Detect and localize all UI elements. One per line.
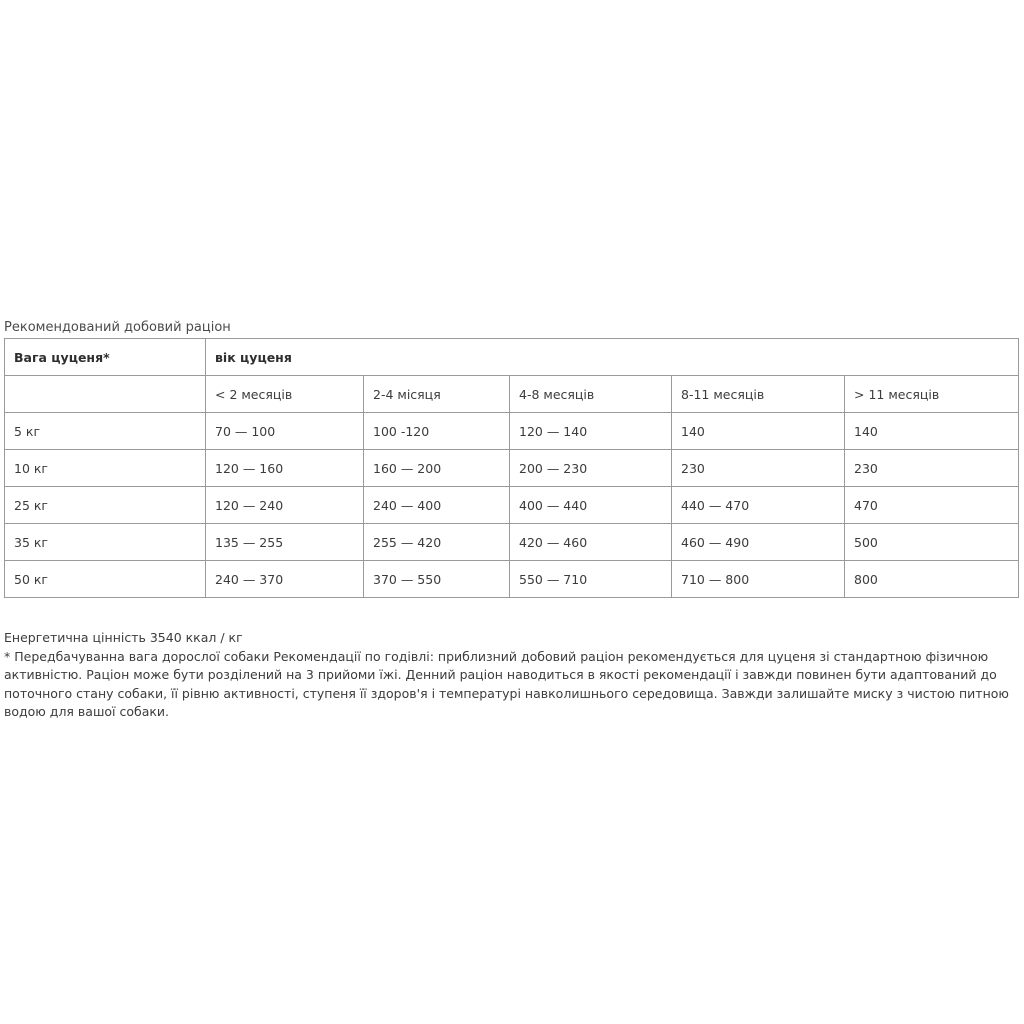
ration-cell: 120 — 140 xyxy=(510,413,672,450)
weight-cell: 35 кг xyxy=(5,524,206,561)
energy-value-text: Енергетична цінність 3540 ккал / кг xyxy=(4,630,243,645)
footnote-text: * Передбачуванна вага дорослої собаки Рекомендації по годівлі: приблизний добовий раціон рекомендується для цуценя зі стандартною фізичною активністю. Раціон може бути розділений на 3 прийоми їжі. Денний раціон наводиться в якості рекомендації і завжди повинен бути адаптований до поточного стану собаки, її рівню активності, ступеня її здоров'я і температурі навколишнього середовища. Завжди залишайте миску з чистою питною водою для вашої собаки. xyxy=(4,648,1009,719)
ration-cell: 550 — 710 xyxy=(510,561,672,598)
ration-cell: 240 — 370 xyxy=(206,561,364,598)
table-caption: Рекомендований добовий раціон xyxy=(4,320,231,335)
ration-cell: 135 — 255 xyxy=(206,524,364,561)
ration-cell: 460 — 490 xyxy=(672,524,845,561)
age-group-cell: 2-4 місяця xyxy=(364,376,510,413)
ration-cell: 200 — 230 xyxy=(510,450,672,487)
weight-column-header: Вага цуценя* xyxy=(5,339,206,376)
ration-cell: 710 — 800 xyxy=(672,561,845,598)
ration-cell: 140 xyxy=(672,413,845,450)
ration-cell: 240 — 400 xyxy=(364,487,510,524)
age-column-header: вік цуценя xyxy=(206,339,1019,376)
empty-cell xyxy=(5,376,206,413)
table-row xyxy=(5,450,1019,487)
age-group-cell: 8-11 месяців xyxy=(672,376,845,413)
ration-cell: 400 — 440 xyxy=(510,487,672,524)
age-group-cell: > 11 месяців xyxy=(845,376,1019,413)
ration-cell: 120 — 240 xyxy=(206,487,364,524)
ration-cell: 370 — 550 xyxy=(364,561,510,598)
ration-cell: 440 — 470 xyxy=(672,487,845,524)
notes-block xyxy=(4,629,1020,722)
table-row xyxy=(5,487,1019,524)
age-group-cell: 4-8 месяців xyxy=(510,376,672,413)
age-group-cell: < 2 месяців xyxy=(206,376,364,413)
ration-cell: 100 -120 xyxy=(364,413,510,450)
ration-cell: 420 — 460 xyxy=(510,524,672,561)
weight-cell: 10 кг xyxy=(5,450,206,487)
ration-cell: 140 xyxy=(845,413,1019,450)
table-row xyxy=(5,524,1019,561)
table-row xyxy=(5,561,1019,598)
table-header-row xyxy=(5,339,1019,376)
ration-cell: 500 xyxy=(845,524,1019,561)
ration-cell: 120 — 160 xyxy=(206,450,364,487)
ration-cell: 230 xyxy=(845,450,1019,487)
weight-cell: 25 кг xyxy=(5,487,206,524)
feeding-table xyxy=(4,338,1019,598)
ration-cell: 800 xyxy=(845,561,1019,598)
ration-cell: 70 — 100 xyxy=(206,413,364,450)
ration-cell: 160 — 200 xyxy=(364,450,510,487)
weight-cell: 5 кг xyxy=(5,413,206,450)
ration-cell: 230 xyxy=(672,450,845,487)
ration-cell: 470 xyxy=(845,487,1019,524)
table-row xyxy=(5,413,1019,450)
weight-cell: 50 кг xyxy=(5,561,206,598)
age-groups-row xyxy=(5,376,1019,413)
ration-cell: 255 — 420 xyxy=(364,524,510,561)
